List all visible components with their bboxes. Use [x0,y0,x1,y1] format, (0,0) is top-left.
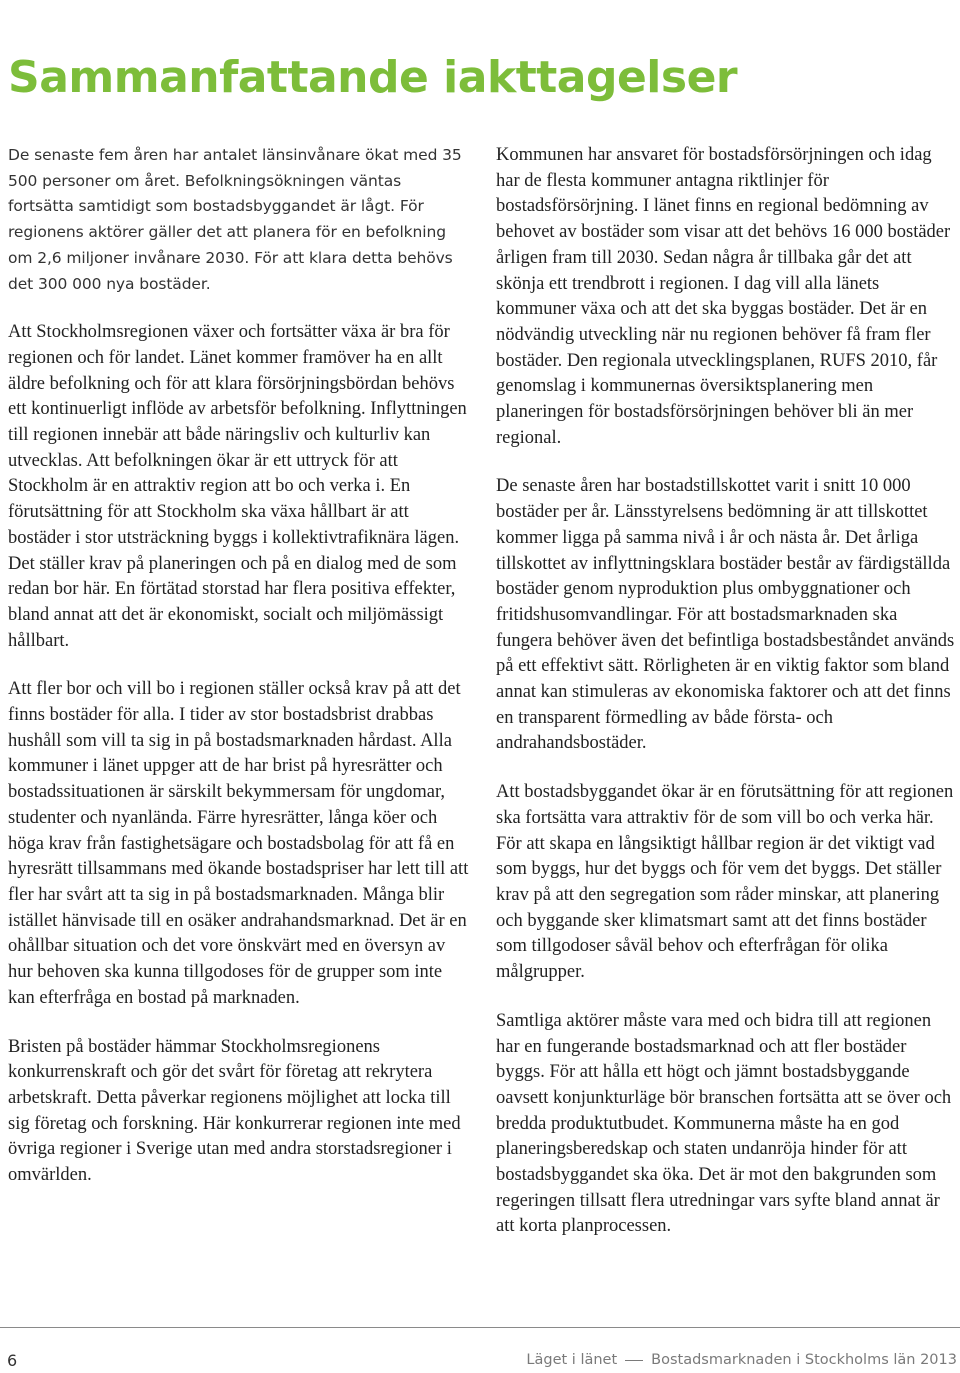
footer-section-label: Läget i länet [526,1352,618,1368]
paragraph-competitiveness: Bristen på bostäder hämmar Stockholmsregionens konkurrenskraft och gör det svårt för företag att rekrytera arbetskraft. Detta påverkar regionens möjlighet att locka till sig företag och forskning. Här konkurrerar regionen inte med övriga regioner i Sverige utan med andra storstadsregioner i omvärlden. [8,1036,461,1186]
paragraph-intro: De senaste fem åren har antalet länsinvånare ökat med 35 500 personer om året. Befolkningsökningen väntas fortsätta samtidigt som bostadsbyggandet är lågt. För regionens aktörer gäller det att planera för en befolkning om 2,6 miljoner invånare 2030. För att klara detta behövs det 300 000 nya bostäder. [8,146,462,293]
paragraph-sustainable-building: Att bostadsbyggandet ökar är en förutsättning för att regionen ska fortsätta vara attraktiv för de som vill bo och verka här. För att skapa en långsiktigt hållbar region är det viktigt vad som byggs, hur det byggs och för vem det byggs. Det ställer krav på att den segregation som råder minskar, att planering och byggande sker klimatsmart samt att det finns bostäder som tillgodoser såväl behov och efterfrågan för olika målgrupper. [496,782,954,983]
footer-publication-title: Bostadsmarknaden i Stockholms län 2013 [651,1352,957,1368]
page-number: 6 [7,1351,18,1370]
right-column [496,143,958,1263]
left-column [8,143,471,1212]
paragraph-housing-supply: De senaste åren har bostadstillskottet varit i snitt 10 000 bostäder per år. Länsstyrelsens bedömning är att tillskottet kommer ligga på samma nivå i år och nästa år. Det årliga tillskottet av inflyttningsklara bostäder består av färdigställda bostäder genom nyproduktion plus ombyggnationer och fritidshusomvandlingar. För att bostadsmarknaden ska fungera behöver även det befintliga bostadsbeståndet används på ett effektivt sätt. Rörligheten är en viktig faktor som bland annat kan stimuleras av ekonomiska faktorer och att det finns en transparent förmedling av både första- och andrahandsbostäder. [496,476,955,754]
footer-divider [0,1327,960,1328]
paragraph-housing-need: Att fler bor och vill bo i regionen ställer också krav på att det finns bostäder för alla. I tider av stor bostadsbrist drabbas hushåll som vill ta sig in på bostadsmarknaden hårdast. Alla kommuner i länet uppger att de har brist på hyresrätter och bostadssituationen är särskilt bekymmersam för ungdomar, studenter och nyanlända. Färre hyresrätter, långa köer och höga krav från fastighetsägare och bostadsbolag för att få en hyresrätt tillsammans med ökande bostadspriser har lett till att fler har svårt att ta sig in på bostadsmarknaden. Många blir istället hänvisade till en osäker andrahandsmarknad. Det är en ohållbar situation och det vore önskvärt med en översyn av hur behoven ska kunna tillgodoses för de grupper som inte kan efterfråga en bostad på marknaden. [8,679,469,1008]
running-footer [526,1352,957,1368]
paragraph-all-actors: Samtliga aktörer måste vara med och bidra till att regionen har en fungerande bostadsmarknad och att fler bostäder byggs. För att hålla ett högt och jämnt bostadsbyggande oavsett konjunkturläge bör branschen fortsätta att se över och bredda produktutbudet. Kommunerna måste ha en god planeringsberedskap och staten undanröja hinder för att bostadsbyggandet ska öka. Det är mot den bakgrunden som regeringen tillsatt flera utredningar vars syfte bland annat är att korta planprocessen. [496,1010,952,1237]
page-title: Sammanfattande iakttagelser [8,52,738,103]
paragraph-growth: Att Stockholmsregionen växer och fortsätter växa är bra för regionen och för landet. Länet kommer framöver ha en allt äldre befolkning och för att klara försörjningsbördan behövs ett kontinuerligt inflöde av arbetsför befolkning. Inflyttningen till regionen innebär att både näringsliv och kulturliv kan utvecklas. Att befolkningen ökar är ett uttryck för att Stockholm är en attraktiv region att bo och verka i. En förutsättning för att Stockholm ska växa hållbart är att bostäder i stor utsträckning byggs i kollektivtrafiknära lägen. Det ställer krav på planeringen och på en dialog med de som redan bor här. En förtätad storstad har flera positiva effekter, bland annat att det är ekonomiskt, socialt och miljömässigt hållbart. [8,322,467,651]
paragraph-municipal-responsibility: Kommunen har ansvaret för bostadsförsörjningen och idag har de flesta kommuner antagna riktlinjer för bostadsförsörjning. I länet finns en regional bedömning av behovet av bostäder som visar att det behövs 16 000 bostäder årligen fram till 2030. Sedan några år tillbaka går det att skönja ett trendbrott i regionen. I dag vill alla länets kommuner växa och att det ska byggas bostäder. Det är en nödvändig utveckling när nu regionen behöver få fram fler bostäder. Den regionala utvecklingsplanen, RUFS 2010, får genomslag i kommunernas översiktsplanering men planeringen för bostadsförsörjningen behöver bli än mer regional. [496,145,951,448]
footer-separator [625,1360,643,1361]
